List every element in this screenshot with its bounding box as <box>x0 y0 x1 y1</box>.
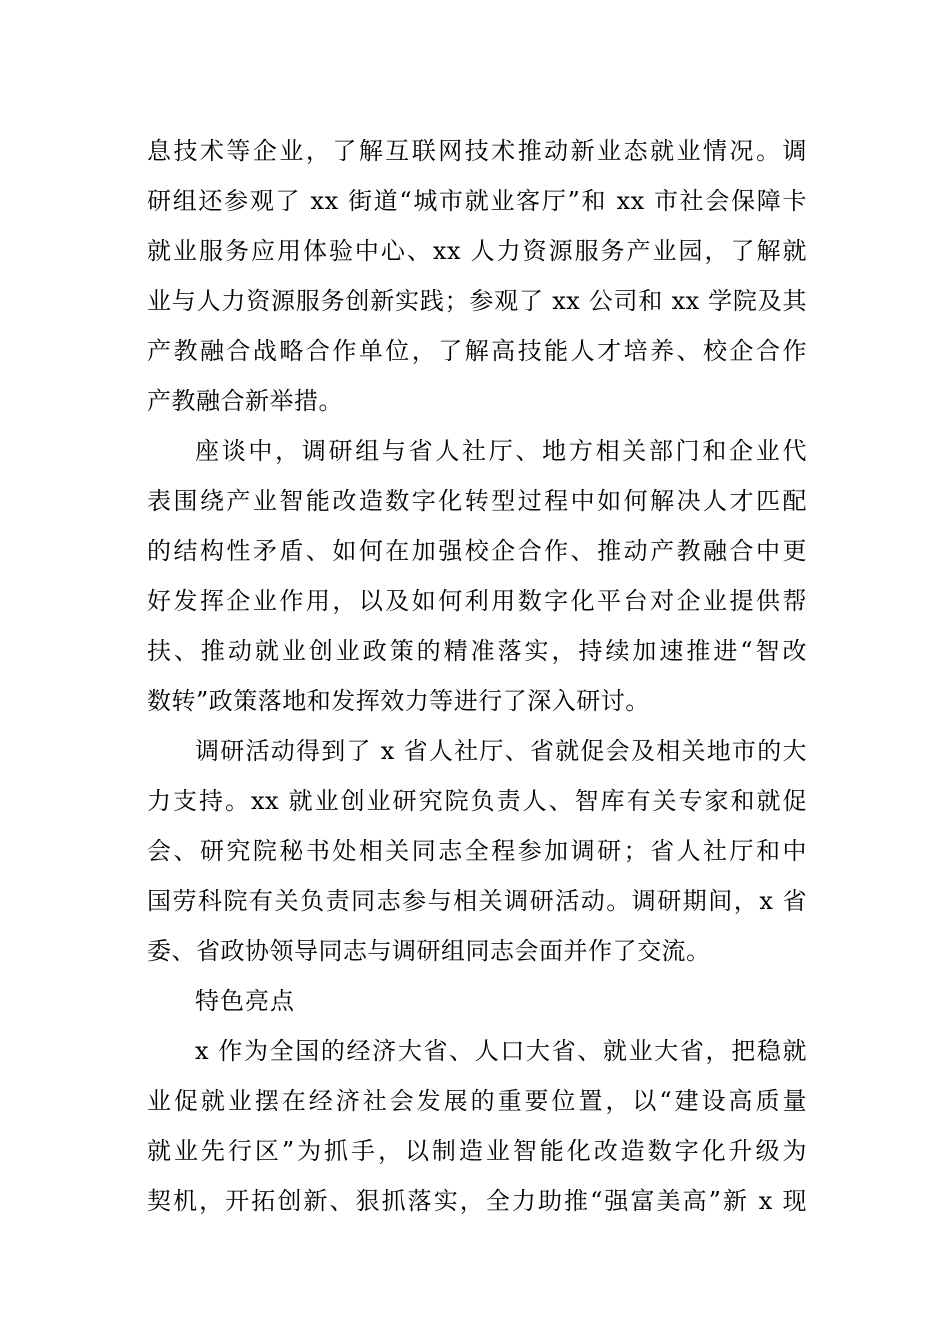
paragraph-3-line-3: 会、研究院秘书处相关同志全程参加调研；省人社厅和中 <box>147 837 807 865</box>
paragraph-3-line-1: 调研活动得到了 x 省人社厅、省就促会及相关地市的大 <box>195 737 807 765</box>
paragraph-2-line-1: 座谈中，调研组与省人社厅、地方相关部门和企业代 <box>195 437 807 465</box>
paragraph-3-line-5: 委、省政协领导同志与调研组同志会面并作了交流。 <box>147 937 711 965</box>
paragraph-1-line-6: 产教融合新举措。 <box>147 387 343 415</box>
paragraph-2-line-4: 好发挥企业作用，以及如何利用数字化平台对企业提供帮 <box>147 587 807 615</box>
paragraph-2-line-5: 扶、推动就业创业政策的精准落实，持续加速推进“智改 <box>147 637 807 665</box>
paragraph-2-line-3: 的结构性矛盾、如何在加强校企合作、推动产教融合中更 <box>147 537 807 565</box>
paragraph-1-line-1: 息技术等企业，了解互联网技术推动新业态就业情况。调 <box>147 137 807 165</box>
paragraph-1-line-2: 研组还参观了 xx 街道“城市就业客厅”和 xx 市社会保障卡 <box>147 187 807 215</box>
section-heading: 特色亮点 <box>195 987 295 1015</box>
paragraph-2-line-6: 数转”政策落地和发挥效力等进行了深入研讨。 <box>147 687 650 715</box>
paragraph-1-line-3: 就业服务应用体验中心、xx 人力资源服务产业园，了解就 <box>147 237 807 265</box>
paragraph-4-line-4: 契机，开拓创新、狠抓落实，全力助推“强富美高”新 x 现 <box>147 1187 807 1215</box>
paragraph-1-line-5: 产教融合战略合作单位，了解高技能人才培养、校企合作 <box>147 337 807 365</box>
paragraph-1-line-4: 业与人力资源服务创新实践；参观了 xx 公司和 xx 学院及其 <box>147 287 807 315</box>
paragraph-3-line-2: 力支持。xx 就业创业研究院负责人、智库有关专家和就促 <box>147 787 807 815</box>
paragraph-4-line-3: 就业先行区”为抓手，以制造业智能化改造数字化升级为 <box>147 1137 807 1165</box>
paragraph-2-line-2: 表围绕产业智能改造数字化转型过程中如何解决人才匹配 <box>147 487 807 515</box>
paragraph-4-line-2: 业促就业摆在经济社会发展的重要位置，以“建设高质量 <box>147 1087 807 1115</box>
paragraph-3-line-4: 国劳科院有关负责同志参与相关调研活动。调研期间，x 省 <box>147 887 807 915</box>
paragraph-4-line-1: x 作为全国的经济大省、人口大省、就业大省，把稳就 <box>195 1037 807 1065</box>
